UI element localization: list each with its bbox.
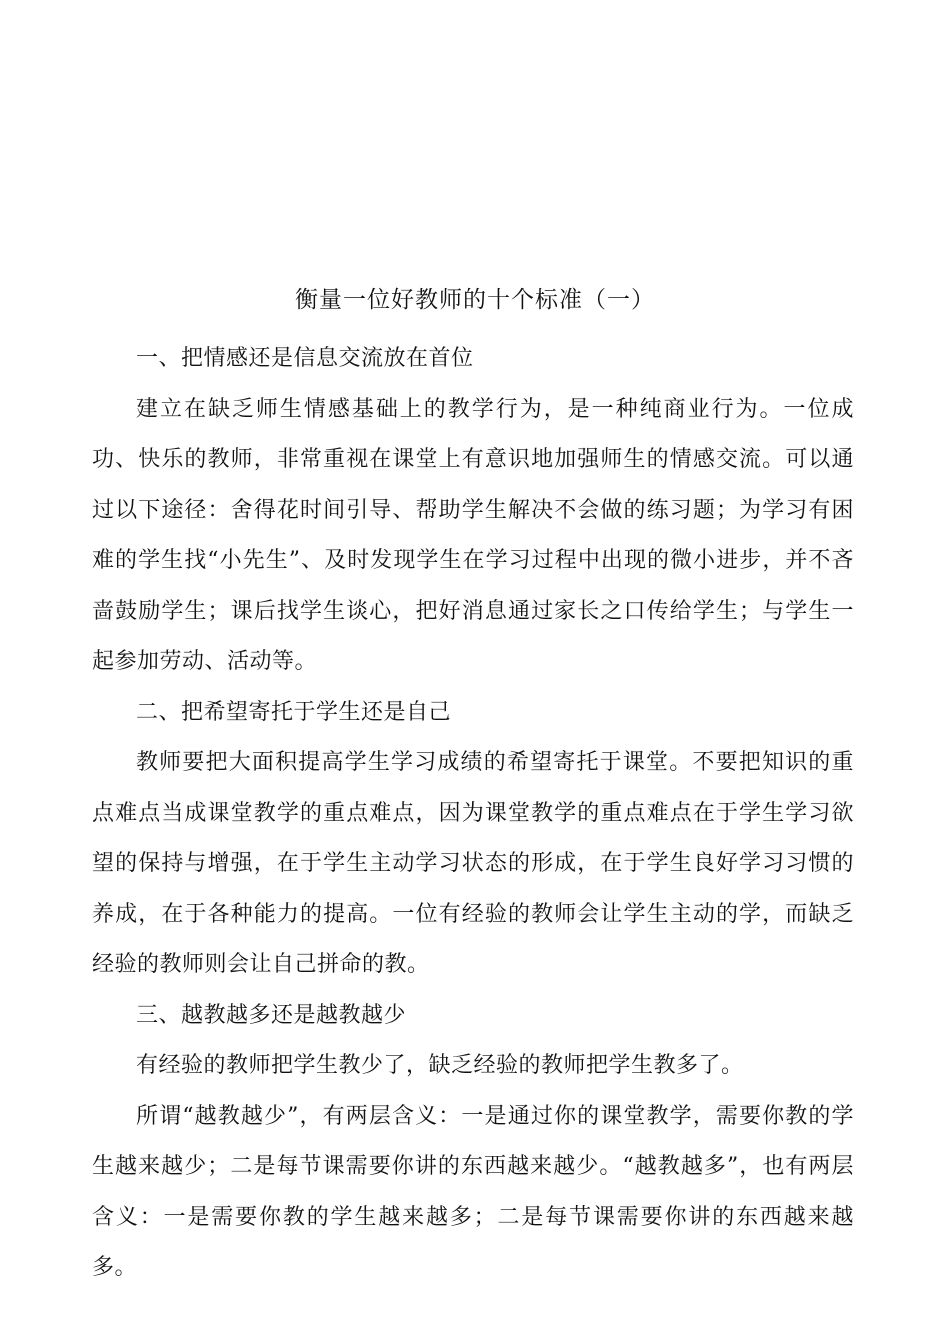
paragraph: 所谓“越教越少”，有两层含义：一是通过你的课堂教学，需要你教的学生越来越少；二是每节课需要你讲的东西越来越少。“越教越多”，也有两层含义：一是需要你教的学生越来越多；二是每节课需要你讲的东西越来越多。 (92, 1103, 854, 1280)
section-3 (92, 991, 854, 1294)
paragraph: 有经验的教师把学生教少了，缺乏经验的教师把学生教多了。 (136, 1053, 744, 1078)
section-1 (92, 334, 854, 688)
section-heading: 二、把希望寄托于学生还是自己 (136, 699, 452, 725)
paragraph: 教师要把大面积提高学生学习成绩的希望寄托于课堂。不要把知识的重点难点当成课堂教学的重点难点，因为课堂教学的重点难点在于学生学习欲望的保持与增强，在于学生主动学习状态的形成，在于学生良好学习习惯的养成，在于各种能力的提高。一位有经验的教师会让学生主动的学，而缺乏经验的教师则会让自己拼命的教。 (92, 750, 854, 977)
document-body (92, 334, 854, 1294)
section-heading: 三、越教越多还是越教越少 (136, 1002, 407, 1028)
document-title: 衡量一位好教师的十个标准（一） (295, 287, 655, 313)
paragraph: 建立在缺乏师生情感基础上的教学行为，是一种纯商业行为。一位成功、快乐的教师，非常重视在课堂上有意识地加强师生的情感交流。可以通过以下途径：舍得花时间引导、帮助学生解决不会做的练习题；为学习有困难的学生找“小先生”、及时发现学生在学习过程中出现的微小进步，并不吝啬鼓励学生；课后找学生谈心，把好消息通过家长之口传给学生；与学生一起参加劳动、活动等。 (92, 396, 854, 674)
section-heading: 一、把情感还是信息交流放在首位 (136, 346, 474, 371)
section-2 (92, 688, 854, 991)
